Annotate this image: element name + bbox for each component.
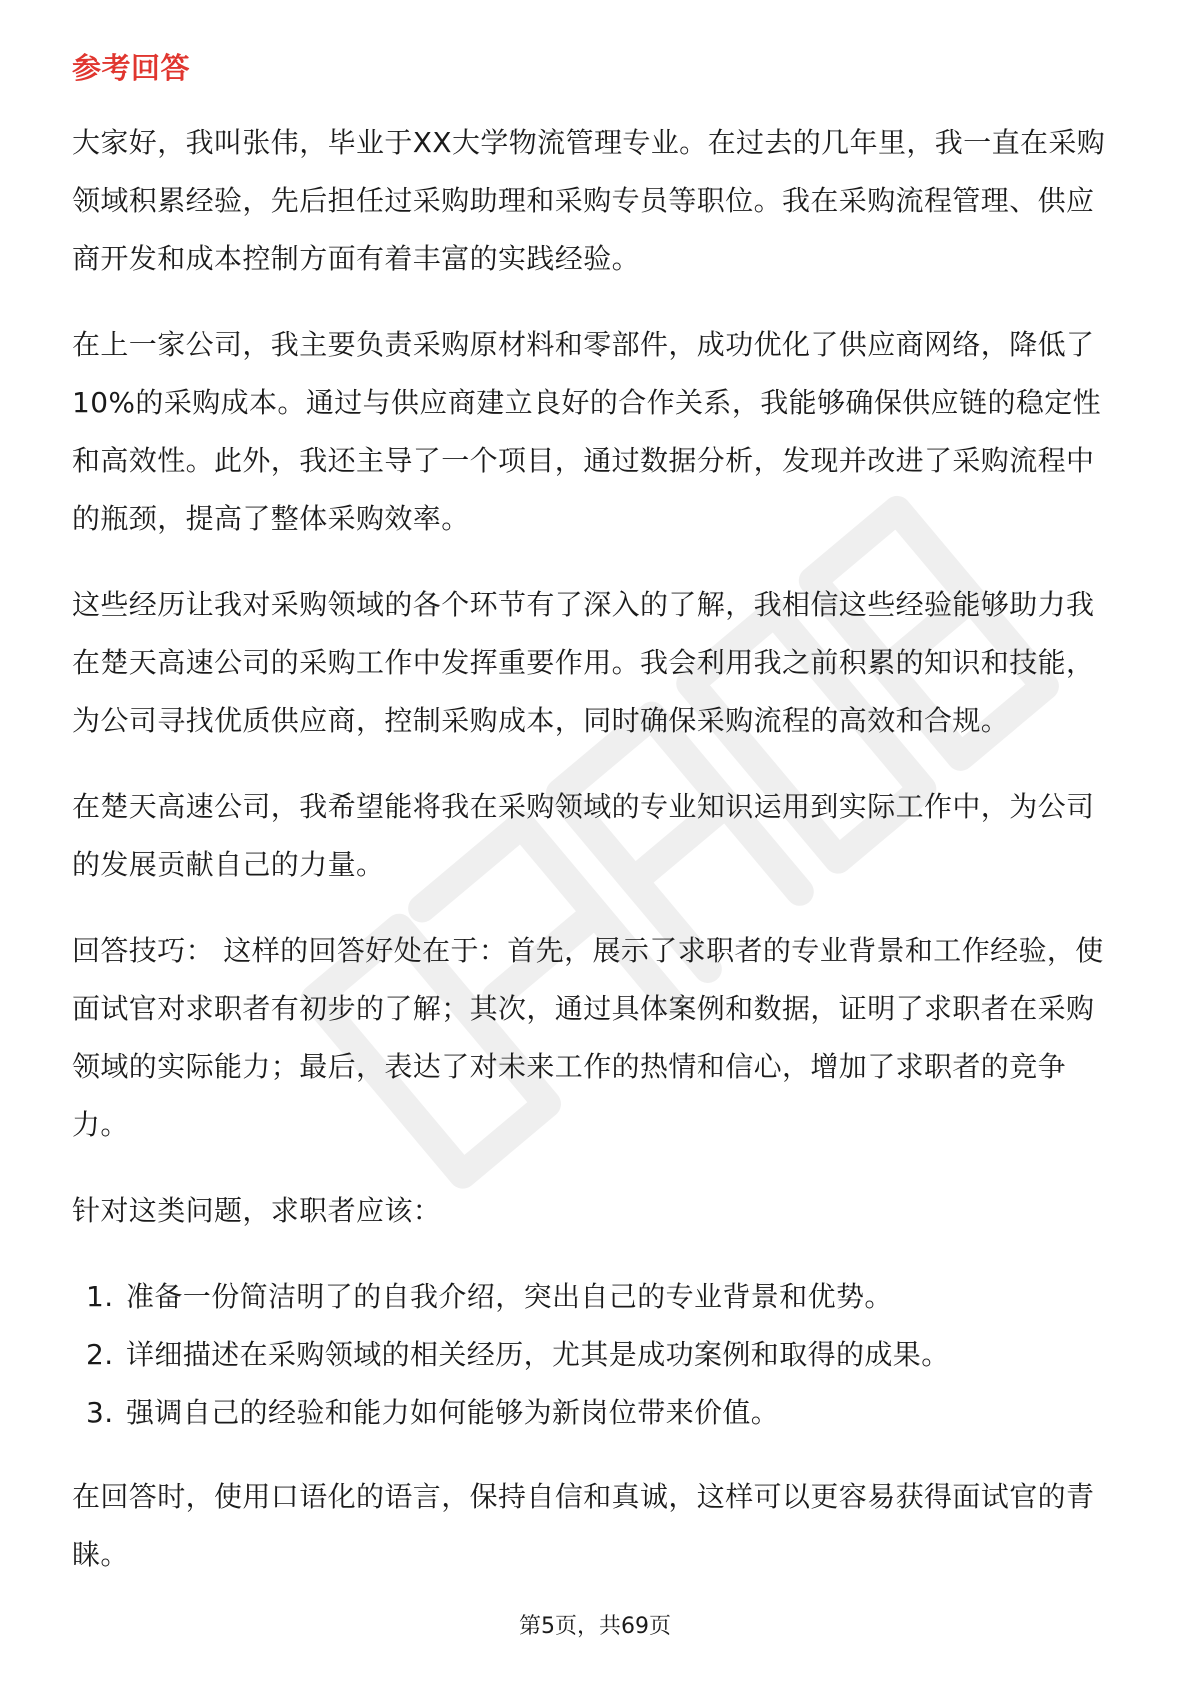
paragraph-experience: 在上一家公司，我主要负责采购原材料和零部件，成功优化了供应商网络，降低了10%的采购成本。通过与供应商建立良好的合作关系，我能够确保供应链的稳定性和高效性。此外，我还主导了一个项目，通过数据分析，发现并改进了采购流程中的瓶颈，提高了整体采购效率。 (72, 328, 1102, 535)
paragraph-intro: 大家好，我叫张伟，毕业于XX大学物流管理专业。在过去的几年里，我一直在采购领域积累经验，先后担任过采购助理和采购专员等职位。我在采购流程管理、供应商开发和成本控制方面有着丰富的实践经验。 (72, 126, 1106, 275)
list-text: 强调自己的经验和能力如何能够为新岗位带来价值。 (126, 1396, 780, 1429)
paragraph-goal: 在楚天高速公司，我希望能将我在采购领域的专业知识运用到实际工作中，为公司的发展贡献自己的力量。 (72, 790, 1095, 881)
page-number-footer: 第5页，共69页 (519, 1614, 671, 1639)
paragraph-advice-intro: 针对这类问题，求职者应该： (72, 1194, 442, 1227)
paragraph-tips: 回答技巧： 这样的回答好处在于：首先，展示了求职者的专业背景和工作经验，使面试官对求职者有初步的了解；其次，通过具体案例和数据，证明了求职者在采购领域的实际能力；最后，表达了对未来工作的热情和信心，增加了求职者的竞争力。 (72, 934, 1104, 1141)
advice-list (72, 1268, 1122, 1442)
paragraph-closing: 在回答时，使用口语化的语言，保持自信和真诚，这样可以更容易获得面试官的青睐。 (72, 1480, 1095, 1571)
list-item (72, 1326, 1122, 1384)
document-body (72, 48, 1122, 1612)
list-number: 3. (86, 1396, 114, 1429)
paragraph-value: 这些经历让我对采购领域的各个环节有了深入的了解，我相信这些经验能够助力我在楚天高速公司的采购工作中发挥重要作用。我会利用我之前积累的知识和技能，为公司寻找优质供应商，控制采购成本，同时确保采购流程的高效和合规。 (72, 588, 1095, 737)
list-text: 准备一份简洁明了的自我介绍，突出自己的专业背景和优势。 (126, 1280, 893, 1313)
list-number: 1. (86, 1280, 114, 1313)
list-number: 2. (86, 1338, 114, 1371)
list-item (72, 1268, 1122, 1326)
list-text: 详细描述在采购领域的相关经历，尤其是成功案例和取得的成果。 (126, 1338, 950, 1371)
section-title: 参考回答 (72, 51, 191, 85)
list-item (72, 1384, 1122, 1442)
